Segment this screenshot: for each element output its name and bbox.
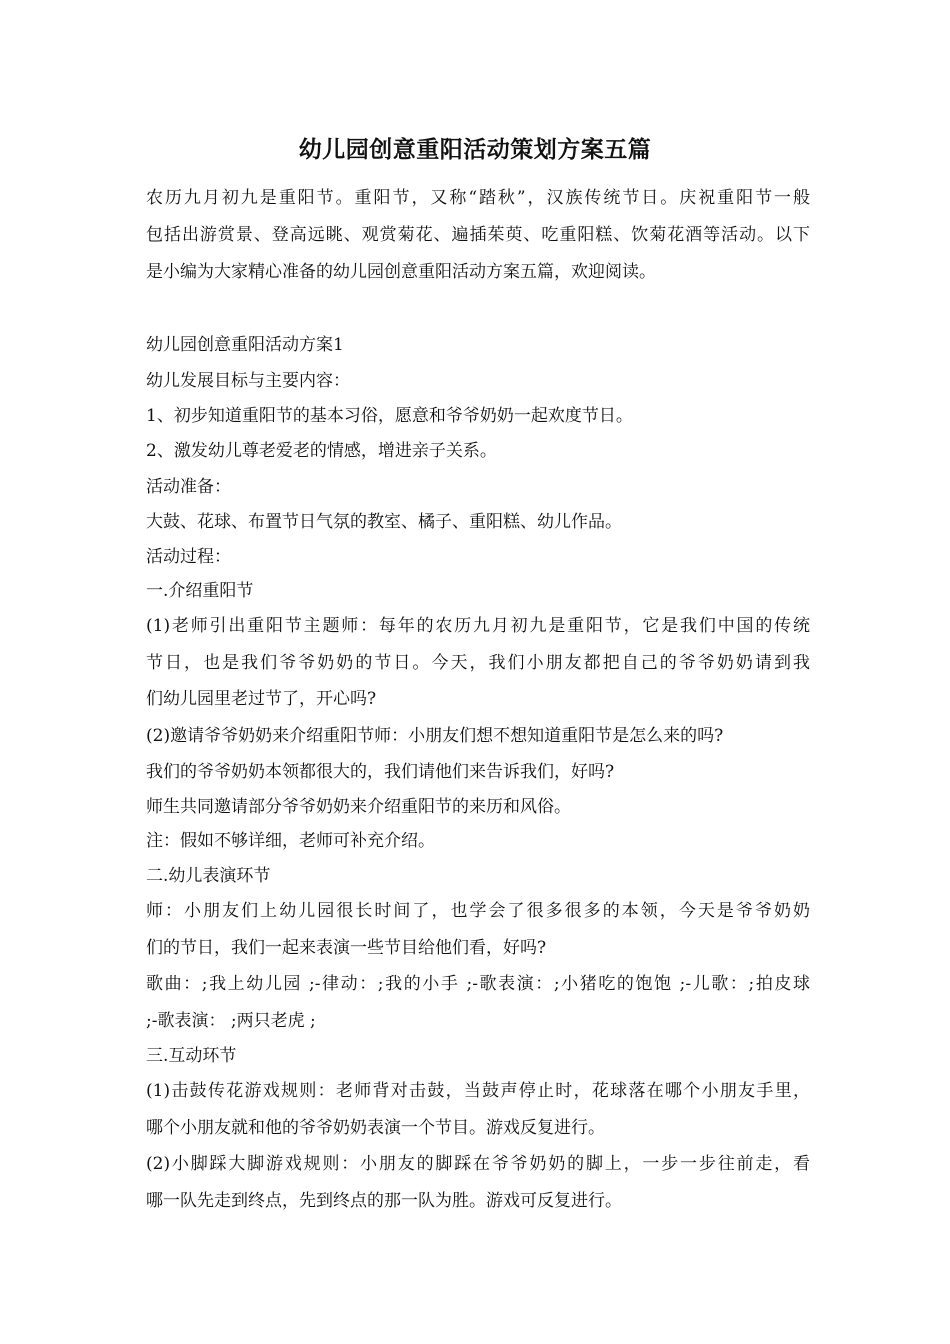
paragraph-line: 们的节日，我们一起来表演一些节目给他们看，好吗? [146,938,547,958]
subheading-process: 活动过程： [146,547,231,567]
paragraph-line: 哪个小朋友就和他的爷爷奶奶表演一个节目。游戏反复进行。 [146,1118,605,1138]
paragraph-line: 师生共同邀请部分爷爷奶奶来介绍重阳节的来历和风俗。 [146,797,571,817]
section-heading-1: 幼儿园创意重阳活动方案1 [146,335,344,355]
step-heading-3: 三.互动环节 [146,1046,237,1066]
paragraph-line: 师：小朋友们上幼儿园很长时间了，也学会了很多很多的本领，今天是爷爷奶奶 [146,901,810,921]
paragraph-line: 哪一队先走到终点，先到终点的那一队为胜。游戏可反复进行。 [146,1191,622,1211]
intro-line-1: 农历九月初九是重阳节。重阳节，又称“踏秋”，汉族传统节日。庆祝重阳节一般 [146,188,810,208]
paragraph-line: (1)击鼓传花游戏规则：老师背对击鼓，当鼓声停止时，花球落在哪个小朋友手里， [146,1081,810,1101]
intro-line-2: 包括出游赏景、登高远眺、观赏菊花、遍插茱萸、吃重阳糕、饮菊花酒等活动。以下 [146,225,810,245]
paragraph-line: 节日，也是我们爷爷奶奶的节日。今天，我们小朋友都把自己的爷爷奶奶请到我 [146,653,810,673]
paragraph-line: (1)老师引出重阳节主题师：每年的农历九月初九是重阳节，它是我们中国的传统 [146,616,810,636]
paragraph-line: 们幼儿园里老过节了，开心吗? [146,689,377,709]
paragraph-line: (2)小脚踩大脚游戏规则：小朋友的脚踩在爷爷奶奶的脚上，一步一步往前走，看 [146,1154,810,1174]
subheading-goals: 幼儿发展目标与主要内容： [146,371,350,391]
program-list-line: 歌曲：;我上幼儿园 ;-律动：;我的小手 ;-歌表演：;小猪吃的饱饱 ;-儿歌：;拍皮球 [146,974,810,994]
program-list-line: ;-歌表演： ;两只老虎 ; [146,1011,316,1031]
subheading-preparation: 活动准备： [146,477,231,497]
paragraph-line: 我们的爷爷奶奶本领都很大的，我们请他们来告诉我们，好吗? [146,762,615,782]
note-line: 注：假如不够详细，老师可补充介绍。 [146,831,435,851]
preparation-text: 大鼓、花球、布置节日气氛的教室、橘子、重阳糕、幼儿作品。 [146,512,622,532]
document-title: 幼儿园创意重阳活动策划方案五篇 [298,136,652,163]
goal-item-1: 1、初步知道重阳节的基本习俗，愿意和爷爷奶奶一起欢度节日。 [146,406,633,426]
intro-line-3: 是小编为大家精心准备的幼儿园创意重阳活动方案五篇，欢迎阅读。 [146,262,656,282]
paragraph-line: (2)邀请爷爷奶奶来介绍重阳节师：小朋友们想不想知道重阳节是怎么来的吗? [146,726,724,746]
step-heading-2: 二.幼儿表演环节 [146,866,271,886]
step-heading-1: 一.介绍重阳节 [146,581,254,601]
goal-item-2: 2、激发幼儿尊老爱老的情感，增进亲子关系。 [146,441,497,461]
